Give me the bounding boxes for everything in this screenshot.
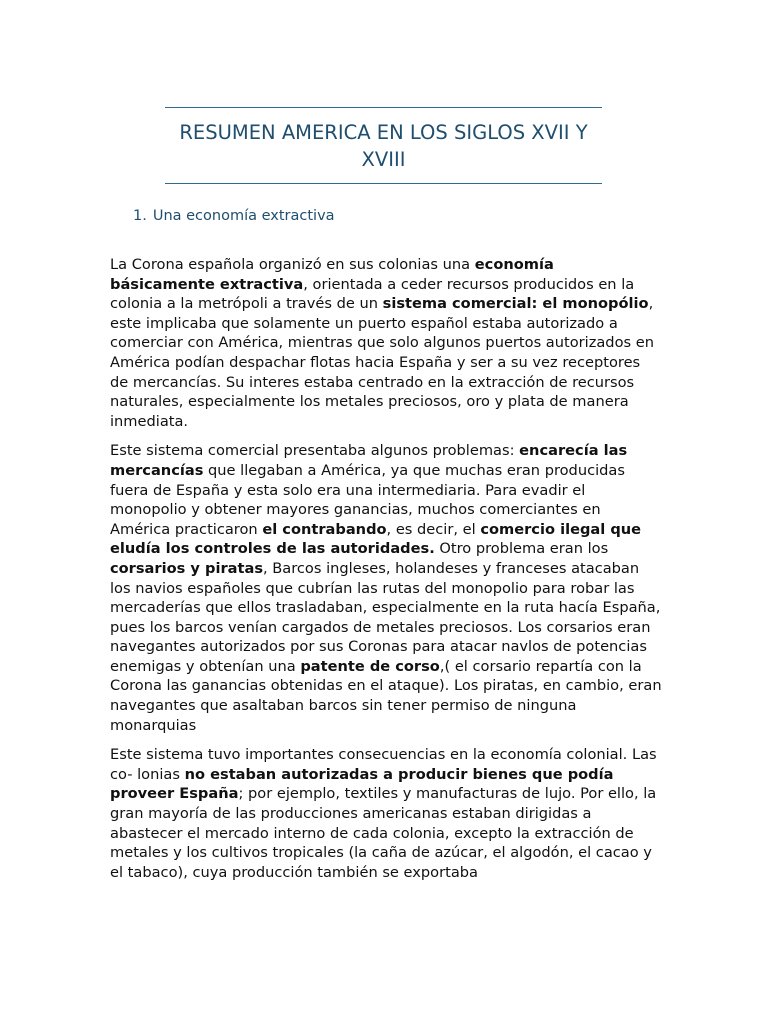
section-number: 1.: [133, 208, 147, 224]
section-label: Una economía extractiva: [152, 208, 335, 224]
bold-text-run: patente de corso: [300, 657, 440, 675]
paragraph: [110, 255, 662, 431]
bold-text-run: no estaban autorizadas a producir bienes que podía proveer España: [110, 765, 614, 803]
text-run: ; por ejemplo, textiles y manufacturas de lujo. Por ello, la gran mayoría de las producciones americanas estaban dirigidas a abastecer el mercado interno de cada colonia, excepto la extracción de metales y los cultivos tropicales (la caña de azúcar, el algodón, el cacao y el tabaco), cuya producción también se exportaba: [110, 785, 657, 881]
bold-text-run: sistema comercial: el monopólio: [382, 295, 649, 313]
section-heading: [133, 206, 335, 226]
bold-text-run: encarecía las mercancías: [110, 442, 628, 479]
text-run: Este sistema tuvo importantes consecuencias en la economía colonial. Las co- lonias: [110, 746, 657, 783]
text-run: ,( el corsario repartía con la Corona las ganancias obtenidas en el ataque). Los piratas, en cambio, eran navegantes que asaltaban barcos sin tener permiso de ninguna monarquias: [110, 657, 662, 734]
bold-text-run: corsarios y piratas: [110, 559, 263, 577]
body-text: [110, 255, 662, 892]
bold-text-run: el contrabando: [262, 520, 387, 538]
bold-text-run: economía básicamente extractiva: [110, 256, 554, 293]
text-run: que llegaban a América, ya que muchas eran producidas fuera de España y esta solo era una intermediaria. Para evadir el monopolio y obtener mayores ganancias, muchos comerciantes en América practicaron: [110, 461, 625, 538]
text-run: , es decir, el: [386, 520, 481, 538]
text-run: , este implicaba que solamente un puerto español estaba autorizado a comerciar con América, mientras que solo algunos puertos autorizados en América podían despachar flotas hacia España y ser a su vez receptores de mercancías. Su interes estaba centrado en la extracción de recursos naturales, especialmente los metales preciosos, oro y plata de manera inmediata.: [110, 295, 654, 430]
paragraph: [110, 441, 662, 735]
text-run: La Corona española organizó en sus colonias una: [110, 256, 475, 273]
text-run: Este sistema comercial presentaba algunos problemas:: [110, 442, 520, 460]
text-run: , Barcos ingleses, holandeses y franceses atacaban los navios españoles que cubrían las rutas del monopolio para robar las mercaderías que ellos trasladaban, especialmente en la ruta hacía España, pues los barcos venían cargados de metales preciosos. Los corsarios eran navegantes autorizados por sus Coronas para atacar navlos de potencias enemigas y obtenían una: [110, 559, 661, 675]
document-title: RESUMEN AMERICA EN LOS SIGLOS XVII Y XVIII: [179, 121, 588, 171]
title-block: [165, 107, 602, 184]
bold-text-run: comercio ilegal que eludía los controles de las autoridades.: [110, 520, 642, 558]
paragraph: [110, 745, 662, 882]
text-run: , orientada a ceder recursos producidos en la colonia a la metrópoli a través de un: [110, 275, 635, 313]
text-run: Otro problema eran los: [434, 540, 609, 558]
